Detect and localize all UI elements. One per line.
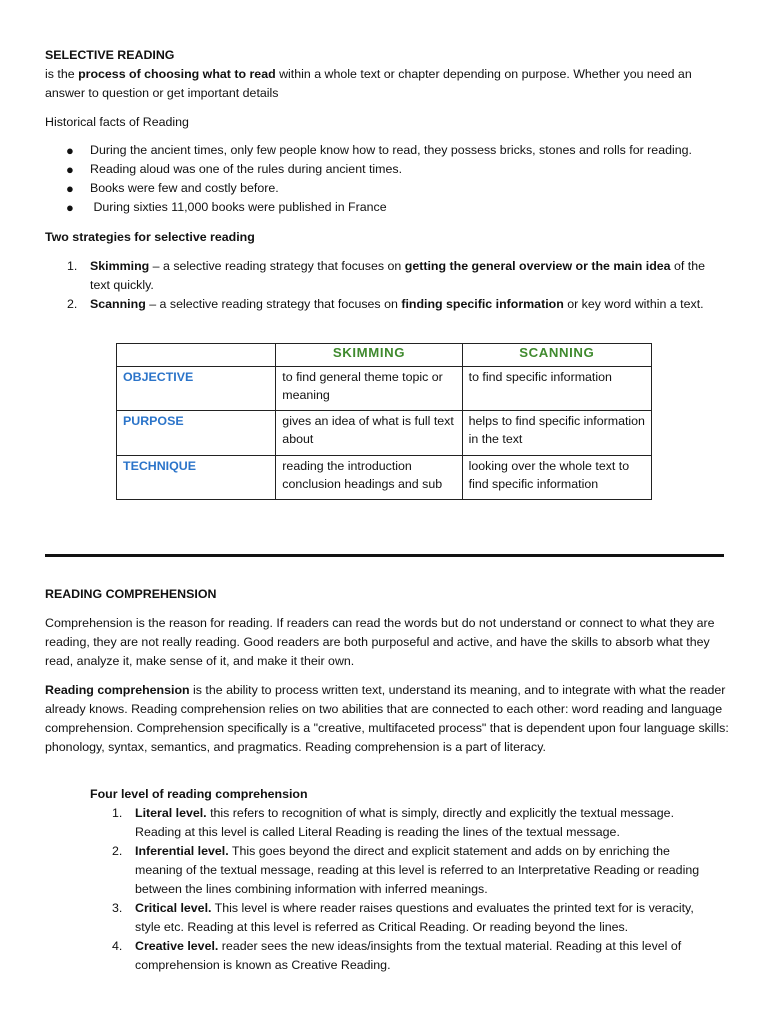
bullet-icon: ● xyxy=(66,162,74,177)
selective-reading-heading: SELECTIVE READING xyxy=(45,48,175,62)
selective-reading-definition: is the process of choosing what to read within a whole text or chapter depending on purpose. Whether you need an answer to question or get important details xyxy=(45,67,692,100)
table-row xyxy=(117,367,652,411)
table-row xyxy=(117,456,652,500)
row-label: OBJECTIVE xyxy=(117,367,276,411)
scanning-cell: to find specific information xyxy=(462,367,651,411)
scanning-cell: helps to find specific information in the text xyxy=(462,411,651,456)
section-divider xyxy=(45,554,724,557)
list-item: ● During sixties 11,000 books were published in France xyxy=(66,200,387,215)
table-header-scanning: SCANNING xyxy=(462,344,651,367)
table-header-skimming: SKIMMING xyxy=(276,344,462,367)
list-item: 1. Literal level. this refers to recognition of what is simply, directly and explicitly the textual message. Reading at this level is called Literal Reading is reading the lines of the textual message. xyxy=(112,806,675,839)
levels-heading: Four level of reading comprehension xyxy=(90,787,308,801)
strategies-heading: Two strategies for selective reading xyxy=(45,230,255,244)
list-item: 3. Critical level. This level is where reader raises questions and evaluates the printed text for is veracity, style etc. Reading at this level is referred as Critical Reading. Or reading beyond the lines. xyxy=(112,901,694,934)
table-header-empty xyxy=(117,344,276,367)
history-bullet-list xyxy=(45,141,735,217)
table-row xyxy=(117,411,652,456)
list-item: ● Books were few and costly before. xyxy=(66,181,279,196)
list-item: 4. Creative level. reader sees the new ideas/insights from the textual material. Reading at this level of comprehension is known as Creative Reading. xyxy=(112,939,682,972)
comprehension-heading: READING COMPREHENSION xyxy=(45,587,217,601)
skimming-cell: gives an idea of what is full text about xyxy=(276,411,462,456)
row-label: TECHNIQUE xyxy=(117,456,276,500)
list-item: 2. Scanning – a selective reading strategy that focuses on finding specific information or key word within a text. xyxy=(67,297,704,311)
levels-list xyxy=(90,804,715,975)
table-header-row xyxy=(117,344,652,367)
bullet-icon: ● xyxy=(66,143,74,158)
comprehension-definition-paragraph: Reading comprehension is the ability to process written text, understand its meaning, and to integrate with what the reader already knows. Reading comprehension relies on two abilities that are connected to each other: word reading and language comprehension. Comprehension specifically is a "creative, multifaceted process" that is dependent upon four language skills: phonology, syntax, semantics, and pragmatics. Reading comprehension is a part of literacy. xyxy=(45,683,729,754)
list-item: 1. Skimming – a selective reading strategy that focuses on getting the general overview or the main idea of the text quickly. xyxy=(67,259,705,292)
list-item: ● Reading aloud was one of the rules during ancient times. xyxy=(66,162,403,177)
skimming-scanning-table xyxy=(116,343,652,500)
skimming-cell: to find general theme topic or meaning xyxy=(276,367,462,411)
scanning-cell: looking over the whole text to find specific information xyxy=(462,456,651,500)
comprehension-paragraph: Comprehension is the reason for reading. If readers can read the words but do not understand or connect to what they are reading, they are not really reading. Good readers are both purposeful and active, and have the skills to absorb what they read, analyze it, make sense of it, and make it their own. xyxy=(45,616,715,668)
bullet-icon: ● xyxy=(66,181,74,196)
strategies-list xyxy=(45,257,725,314)
history-heading: Historical facts of Reading xyxy=(45,115,189,129)
bullet-icon: ● xyxy=(66,200,74,215)
row-label: PURPOSE xyxy=(117,411,276,456)
list-item: ● During the ancient times, only few people know how to read, they possess bricks, stones and rolls for reading. xyxy=(66,143,692,158)
list-item: 2. Inferential level. This goes beyond the direct and explicit statement and adds on by enriching the meaning of the textual message, reading at this level is referred to an Interpretative Reading or reading between the lines combining information with inferred meanings. xyxy=(112,844,700,896)
skimming-cell: reading the introduction conclusion headings and sub xyxy=(276,456,462,500)
